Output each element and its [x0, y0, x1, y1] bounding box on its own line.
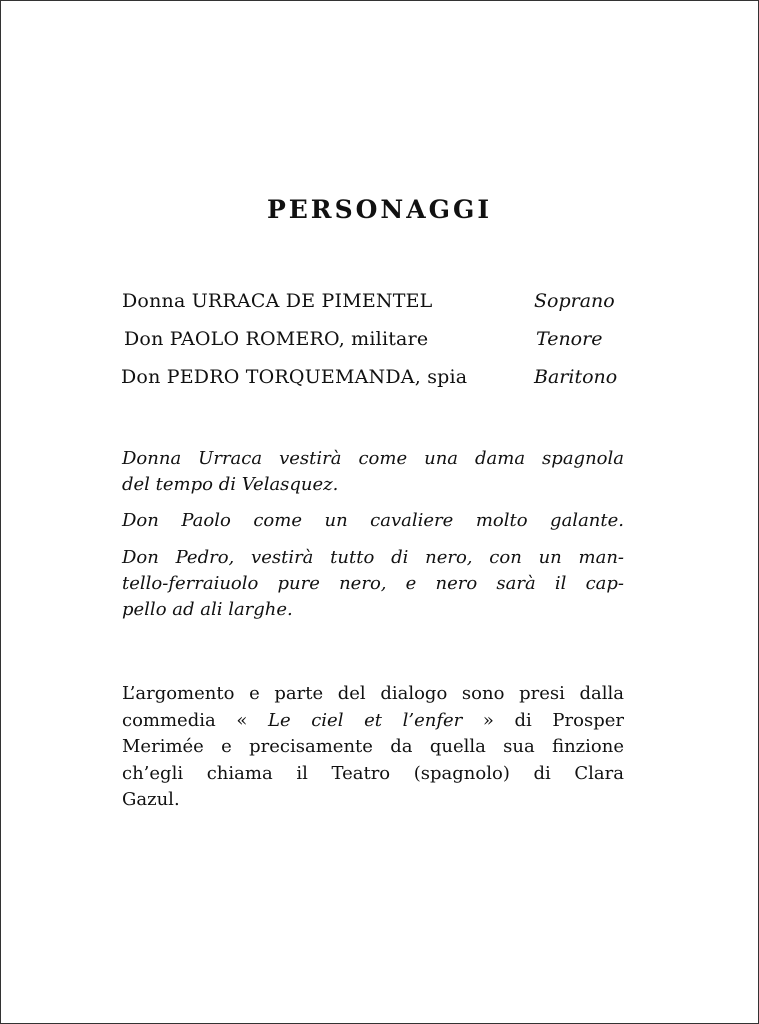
- costume-note-paolo: [122, 508, 624, 534]
- text-segment: » di Prosper: [482, 709, 624, 731]
- text-line: tello-ferraiuolo pure nero, e nero sarà il cap-: [122, 573, 624, 594]
- text-line: del tempo di Velasquez.: [122, 474, 339, 495]
- text-line: pello ad ali larghe.: [122, 599, 293, 620]
- text-line: Gazul.: [122, 789, 180, 810]
- cast-voice: Soprano: [534, 290, 615, 312]
- work-title: Le ciel et l’enfer: [267, 709, 463, 731]
- cast-row: [1, 362, 758, 392]
- cast-row: [1, 286, 758, 316]
- text-line: L’argomento e parte del dialogo sono presi dalla: [122, 683, 624, 704]
- text-line: Donna Urraca vestirà come una dama spagnola: [122, 448, 624, 469]
- text-line: Don Pedro, vestirà tutto di nero, con un man-: [122, 547, 624, 568]
- cast-name: Don PAOLO ROMERO, militare: [124, 328, 429, 350]
- cast-voice: Tenore: [536, 328, 603, 350]
- text-line: Merimée e precisamente da quella sua finzione: [122, 736, 624, 757]
- text-line-with-title: [122, 708, 624, 735]
- cast-row: [1, 324, 758, 354]
- cast-name: Donna URRACA DE PIMENTEL: [122, 290, 433, 312]
- cast-voice: Baritono: [534, 366, 618, 388]
- source-note: [122, 681, 624, 814]
- text-line: Don Paolo come un cavaliere molto galante.: [122, 510, 624, 531]
- costume-note-urraca: [122, 446, 624, 498]
- page-title: PERSONAGGI: [266, 195, 493, 224]
- costume-note-pedro: [122, 545, 624, 623]
- text-line: ch’egli chiama il Teatro (spagnolo) di Clara: [122, 762, 624, 784]
- text-segment: commedia «: [122, 709, 248, 731]
- cast-name: Don PEDRO TORQUEMANDA, spia: [121, 366, 468, 388]
